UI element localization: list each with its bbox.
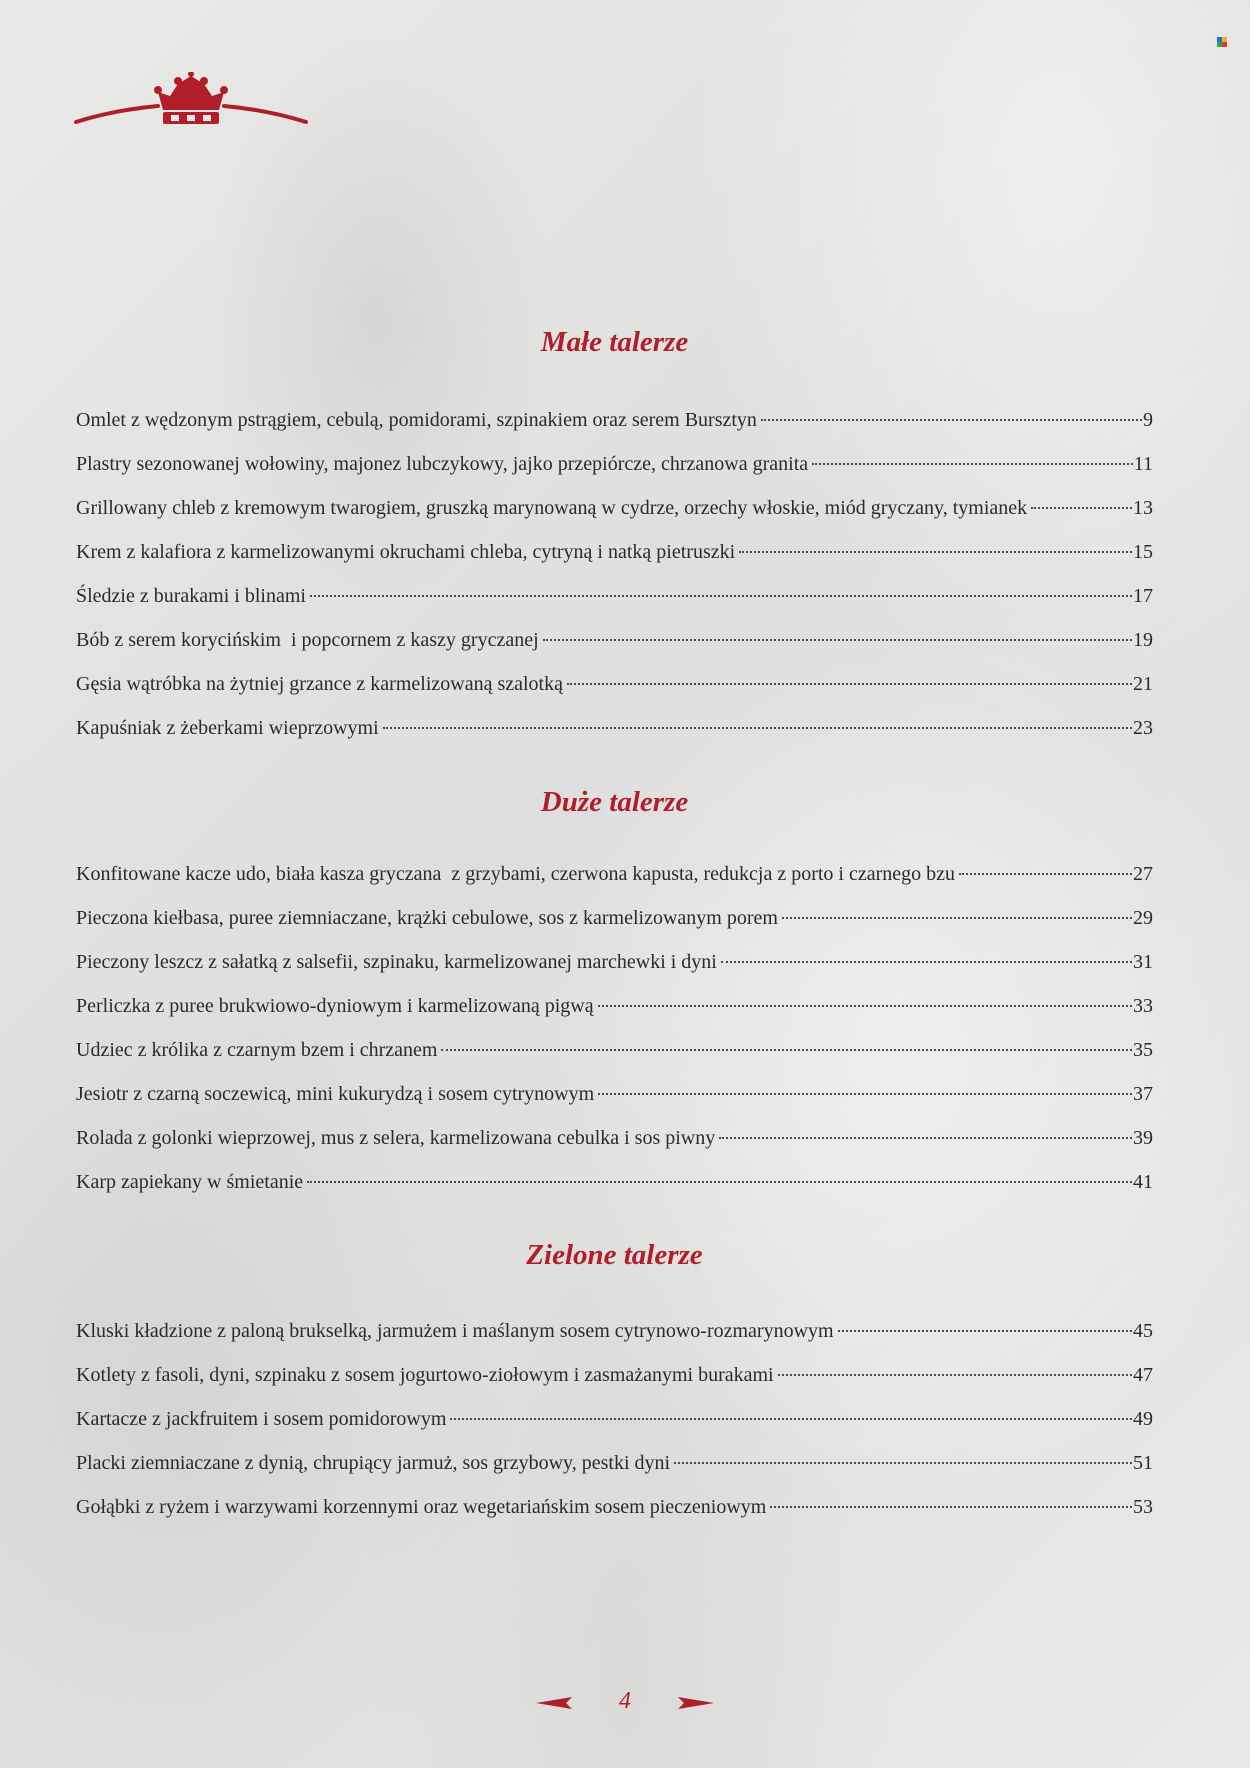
page-ref: 21	[1133, 673, 1153, 695]
dot-leader	[567, 683, 1132, 685]
menu-list	[76, 1316, 1153, 1536]
dot-leader	[450, 1418, 1132, 1420]
dot-leader	[721, 961, 1132, 963]
dish-name: Omlet z wędzonym pstrągiem, cebulą, pomidorami, szpinakiem oraz serem Bursztyn	[76, 409, 757, 431]
dish-name: Rolada z golonki wieprzowej, mus z selera, karmelizowana cebulka i sos piwny	[76, 1127, 716, 1149]
dot-leader	[761, 419, 1142, 421]
dish-name: Jesiotr z czarną soczewicą, mini kukurydzą i sosem cytrynowym	[76, 1083, 595, 1105]
section-title: Duże talerze	[540, 786, 689, 818]
menu-item	[76, 1360, 1153, 1404]
menu-item	[76, 669, 1153, 713]
dot-leader	[310, 595, 1132, 597]
dot-leader	[719, 1137, 1132, 1139]
page-ref: 49	[1133, 1408, 1153, 1430]
menu-item	[76, 903, 1153, 947]
page-ref: 13	[1133, 497, 1153, 519]
dot-leader	[598, 1005, 1132, 1007]
dish-name: Gęsia wątróbka na żytniej grzance z karmelizowaną szalotką	[76, 673, 563, 695]
dish-name: Bób z serem korycińskim i popcornem z kaszy gryczanej	[76, 629, 539, 651]
dot-leader	[770, 1506, 1132, 1508]
page-ref: 9	[1143, 409, 1153, 431]
menu-item	[76, 1404, 1153, 1448]
dot-leader	[441, 1049, 1132, 1051]
page-ref: 39	[1133, 1127, 1153, 1149]
menu-item	[76, 493, 1153, 537]
dot-leader	[838, 1330, 1132, 1332]
dish-name: Śledzie z burakami i blinami	[76, 585, 306, 607]
dish-name: Plastry sezonowanej wołowiny, majonez lubczykowy, jajko przepiórcze, chrzanowa granita	[76, 453, 809, 475]
menu-list	[76, 859, 1153, 1211]
dish-name: Karp zapiekany w śmietanie	[76, 1171, 304, 1193]
dish-name: Udziec z królika z czarnym bzem i chrzanem	[76, 1039, 438, 1061]
dot-leader	[598, 1093, 1132, 1095]
menu-item	[76, 1035, 1153, 1079]
dish-name: Konfitowane kacze udo, biała kasza gryczana z grzybami, czerwona kapusta, redukcja z porto i czarnego bzu	[76, 863, 956, 885]
dot-leader	[674, 1462, 1132, 1464]
menu-item	[76, 1123, 1153, 1167]
page-number: 4	[619, 1688, 631, 1714]
menu-item	[76, 713, 1153, 757]
page-ref: 51	[1133, 1452, 1153, 1474]
page-ref: 35	[1133, 1039, 1153, 1061]
page-ref: 53	[1133, 1496, 1153, 1518]
page-ref: 11	[1133, 453, 1153, 475]
menu-item	[76, 537, 1153, 581]
arrow-right-icon[interactable]	[678, 1696, 714, 1708]
dish-name: Gołąbki z ryżem i warzywami korzennymi oraz wegetariańskim sosem pieczeniowym	[76, 1496, 767, 1518]
section-title: Małe talerze	[540, 326, 689, 358]
dot-leader	[307, 1181, 1132, 1183]
dot-leader	[739, 551, 1132, 553]
dish-name: Placki ziemniaczane z dynią, chrupiący jarmuż, sos grzybowy, pestki dyni	[76, 1452, 671, 1474]
page-ref: 47	[1133, 1364, 1153, 1386]
dish-name: Kartacze z jackfruitem i sosem pomidorowym	[76, 1408, 447, 1430]
dot-leader	[778, 1374, 1132, 1376]
menu-item	[76, 581, 1153, 625]
menu-item	[76, 1167, 1153, 1211]
menu-item	[76, 859, 1153, 903]
dish-name: Kluski kładzione z paloną brukselką, jarmużem i maślanym sosem cytrynowo-rozmarynowym	[76, 1320, 834, 1342]
page-navigation	[536, 1683, 714, 1723]
dish-name: Kapuśniak z żeberkami wieprzowymi	[76, 717, 379, 739]
dish-name: Pieczona kiełbasa, puree ziemniaczane, krążki cebulowe, sos z karmelizowanym porem	[76, 907, 778, 929]
page-ref: 29	[1133, 907, 1153, 929]
menu-list	[76, 405, 1153, 757]
menu-item	[76, 947, 1153, 991]
dish-name: Pieczony leszcz z sałatką z salsefii, szpinaku, karmelizowanej marchewki i dyni	[76, 951, 717, 973]
page-ref: 17	[1133, 585, 1153, 607]
page-ref: 19	[1133, 629, 1153, 651]
menu-item	[76, 991, 1153, 1035]
dish-name: Perliczka z puree brukwiowo-dyniowym i karmelizowaną pigwą	[76, 995, 594, 1017]
page-ref: 31	[1133, 951, 1153, 973]
page-ref: 23	[1133, 717, 1153, 739]
menu-item	[76, 449, 1153, 493]
dot-leader	[959, 873, 1132, 875]
dot-leader	[812, 463, 1133, 465]
dish-name: Kotlety z fasoli, dyni, szpinaku z sosem jogurtowo-ziołowym i zasmażanymi burakami	[76, 1364, 774, 1386]
menu-item	[76, 625, 1153, 669]
page-ref: 41	[1133, 1171, 1153, 1193]
menu-item	[76, 1079, 1153, 1123]
menu-item	[76, 1448, 1153, 1492]
dish-name: Krem z kalafiora z karmelizowanymi okruchami chleba, cytryną i natką pietruszki	[76, 541, 736, 563]
page-ref: 37	[1133, 1083, 1153, 1105]
section-title: Zielone talerze	[526, 1239, 703, 1271]
page-ref: 33	[1133, 995, 1153, 1017]
page-ref: 27	[1133, 863, 1153, 885]
dot-leader	[383, 727, 1132, 729]
corner-color-mark-icon	[1217, 34, 1227, 44]
dot-leader	[1031, 507, 1132, 509]
page-ref: 45	[1133, 1320, 1153, 1342]
dish-name: Grillowany chleb z kremowym twarogiem, gruszką marynowaną w cydrze, orzechy włoskie, miód gryczany, tymianek	[76, 497, 1028, 519]
page-ref: 15	[1133, 541, 1153, 563]
dot-leader	[782, 917, 1132, 919]
menu-item	[76, 1492, 1153, 1536]
dot-leader	[543, 639, 1132, 641]
crown-logo-icon	[74, 72, 308, 128]
menu-item	[76, 1316, 1153, 1360]
menu-item	[76, 405, 1153, 449]
